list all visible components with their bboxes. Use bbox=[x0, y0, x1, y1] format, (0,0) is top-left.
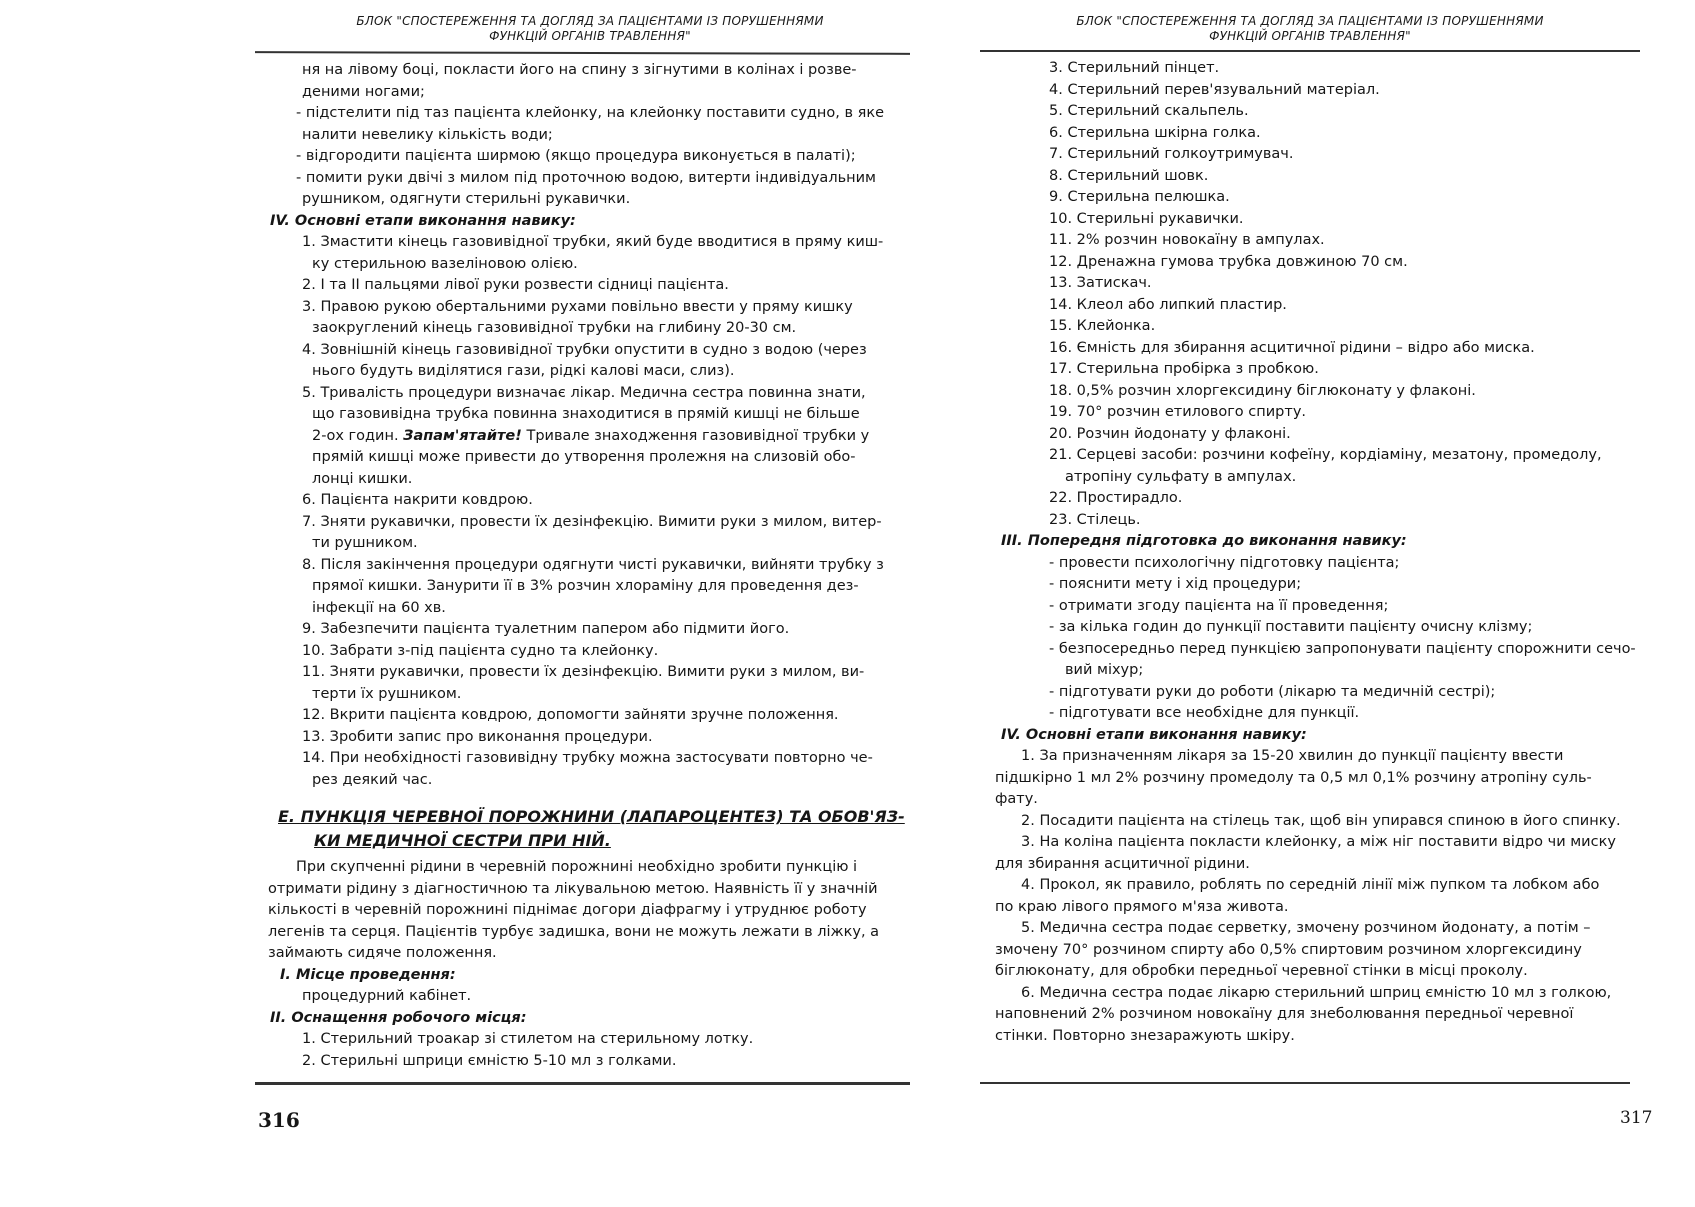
text-line: деними ногами; bbox=[302, 83, 425, 100]
paragraph-line: для збирання асцитичної рідини. bbox=[995, 855, 1250, 872]
paragraph-line: змочену 70° розчином спирту або 0,5% спиртовим розчином хлоргексидину bbox=[995, 941, 1582, 958]
text-line: вий міхур; bbox=[1065, 662, 1144, 678]
list-item: 17. Стерильна пробірка з пробкою. bbox=[1049, 361, 1319, 377]
text-line: ня на лівому боці, покласти його на спину з зігнутими в колінах і розве- bbox=[302, 62, 857, 78]
list-item: 12. Вкрити пацієнта ковдрою, допомогти зайняти зручне положення. bbox=[302, 707, 839, 723]
text-line: прямої кишки. Занурити її в 3% розчин хлораміну для проведення дез- bbox=[312, 578, 859, 594]
list-item: - пояснити мету і хід процедури; bbox=[1049, 576, 1302, 592]
list-item: 1. Змастити кінець газовивідної трубки, який буде вводитися в пряму киш- bbox=[302, 234, 884, 250]
paragraph-line: кількості в черевній порожнині піднімає догори діафрагму і утруднює роботу bbox=[268, 902, 867, 918]
text-line: ку стерильною вазеліновою олією. bbox=[312, 255, 578, 272]
list-item: - помити руки двічі з милом під проточною водою, витерти індивідуальним bbox=[296, 169, 876, 186]
paragraph-line: 2. Посадити пацієнта на стілець так, щоб він упирався спиною в його спинку. bbox=[1021, 812, 1621, 829]
list-item: - за кілька годин до пункції поставити пацієнту очисну клізму; bbox=[1049, 619, 1533, 635]
list-item: 8. Стерильний шовк. bbox=[1049, 167, 1209, 184]
list-item: 23. Стілець. bbox=[1049, 511, 1141, 528]
list-item: 7. Зняти рукавички, провести їх дезінфекцію. Вимити руки з милом, витер- bbox=[302, 513, 882, 530]
list-item: 8. Після закінчення процедури одягнути чисті рукавички, вийняти трубку з bbox=[302, 556, 884, 573]
running-header-line-2: ФУНКЦІЙ ОРГАНІВ ТРАВЛЕННЯ" bbox=[489, 29, 691, 43]
list-item: 3. Правою рукою обертальними рухами повільно ввести у пряму кишку bbox=[302, 298, 853, 315]
section-heading: IV. Основні етапи виконання навику: bbox=[1001, 726, 1307, 743]
paragraph-line: наповнений 2% розчином новокаїну для знеболювання передньої черевної bbox=[995, 1006, 1574, 1022]
text-line: 2-ох годин. Запам'ятайте! Тривале знаходження газовивідної трубки у bbox=[312, 427, 870, 444]
list-item: 19. 70° розчин етилового спирту. bbox=[1049, 404, 1307, 420]
paragraph-line: займають сидяче положення. bbox=[268, 945, 497, 961]
footer-rule bbox=[980, 1082, 1630, 1084]
list-item: 22. Простирадло. bbox=[1049, 490, 1183, 506]
list-item: 10. Стерильні рукавички. bbox=[1049, 210, 1244, 227]
running-header-line-1: БЛОК "СПОСТЕРЕЖЕННЯ ТА ДОГЛЯД ЗА ПАЦІЄНТАМИ ІЗ ПОРУШЕННЯМИ bbox=[356, 14, 824, 28]
list-item: 5. Тривалість процедури визначає лікар. Медична сестра повинна знати, bbox=[302, 384, 866, 401]
list-item: - отримати згоду пацієнта на її проведення; bbox=[1049, 597, 1389, 614]
list-item: 13. Зробити запис про виконання процедури. bbox=[302, 728, 653, 745]
right-page-body bbox=[995, 58, 1635, 1047]
list-item: - підготувати руки до роботи (лікарю та медичній сестрі); bbox=[1049, 683, 1496, 700]
list-item: 7. Стерильний голкоутримувач. bbox=[1049, 146, 1294, 162]
text-line: ти рушником. bbox=[312, 535, 418, 551]
text-line: прямій кишці може привести до утворення пролежня на слизовій обо- bbox=[312, 449, 856, 465]
paragraph-line: по краю лівого прямого м'яза живота. bbox=[995, 898, 1289, 915]
paragraph-line: 3. На коліна пацієнта покласти клейонку, а між ніг поставити відро чи миску bbox=[1021, 834, 1616, 850]
paragraph-line: При скупченні рідини в черевній порожнині необхідно зробити пункцію і bbox=[296, 859, 858, 875]
paragraph-line: стінки. Повторно знезаражують шкіру. bbox=[995, 1027, 1295, 1044]
list-item: 11. Зняти рукавички, провести їх дезінфекцію. Вимити руки з милом, ви- bbox=[302, 664, 865, 680]
text-line: рушником, одягнути стерильні рукавички. bbox=[302, 191, 631, 207]
list-item: 16. Ємність для збирання асцитичної рідини – відро або миска. bbox=[1049, 339, 1535, 356]
paragraph-line: 6. Медична сестра подає лікарю стерильний шприц ємністю 10 мл з голкою, bbox=[1021, 984, 1612, 1001]
text-line: атропіну сульфату в ампулах. bbox=[1065, 468, 1297, 485]
text-line: рез деякий час. bbox=[312, 771, 433, 788]
list-item: 9. Стерильна пелюшка. bbox=[1049, 189, 1230, 205]
header-rule bbox=[255, 51, 910, 55]
running-header bbox=[335, 14, 845, 44]
text-line: що газовивідна трубка повинна знаходитися в прямій кишці не більше bbox=[312, 406, 860, 422]
left-page-body bbox=[268, 60, 908, 1072]
text-line: нього будуть виділятися гази, рідкі калові маси, слиз). bbox=[312, 363, 735, 379]
paragraph-line: біглюконату, для обробки передньої черевної стінки в місці проколу. bbox=[995, 963, 1528, 979]
paragraph-line: 4. Прокол, як правило, роблять по середній лінії між пупком та лобком або bbox=[1021, 877, 1600, 893]
list-item: 3. Стерильний пінцет. bbox=[1049, 60, 1220, 76]
page-number: 316 bbox=[258, 1108, 300, 1132]
text-line: процедурний кабінет. bbox=[302, 988, 472, 1004]
list-item: 6. Стерильна шкірна голка. bbox=[1049, 124, 1261, 141]
list-item: - провести психологічну підготовку пацієнта; bbox=[1049, 554, 1400, 571]
list-item: 21. Серцеві засоби: розчини кофеїну, кордіаміну, мезатону, промедолу, bbox=[1049, 447, 1602, 463]
running-header-line-1: БЛОК "СПОСТЕРЕЖЕННЯ ТА ДОГЛЯД ЗА ПАЦІЄНТАМИ ІЗ ПОРУШЕННЯМИ bbox=[1076, 14, 1544, 28]
chapter-heading: Е. ПУНКЦІЯ ЧЕРЕВНОЇ ПОРОЖНИНИ (ЛАПАРОЦЕНТЕЗ) ТА ОБОВ'ЯЗ- bbox=[278, 807, 905, 826]
list-item: 2. Стерильні шприци ємністю 5-10 мл з голками. bbox=[302, 1052, 677, 1069]
text-line: терти їх рушником. bbox=[312, 685, 462, 702]
running-header-line-2: ФУНКЦІЙ ОРГАНІВ ТРАВЛЕННЯ" bbox=[1209, 29, 1411, 43]
text-line: лонці кишки. bbox=[312, 470, 413, 487]
list-item: 5. Стерильний скальпель. bbox=[1049, 103, 1249, 119]
chapter-heading: КИ МЕДИЧНОЇ СЕСТРИ ПРИ НІЙ. bbox=[314, 831, 611, 850]
list-item: 15. Клейонка. bbox=[1049, 318, 1156, 334]
text-line: налити невелику кількість води; bbox=[302, 126, 553, 143]
list-item: - безпосередньо перед пункцією запропонувати пацієнту спорожнити сечо- bbox=[1049, 640, 1636, 657]
section-heading: І. Місце проведення: bbox=[280, 966, 456, 983]
page-number: 317 bbox=[1620, 1108, 1653, 1128]
paragraph-line: 1. За призначенням лікаря за 15-20 хвилин до пункції пацієнту ввести bbox=[1021, 748, 1564, 764]
paragraph-line: підшкірно 1 мл 2% розчину промедолу та 0,5 мл 0,1% розчину атропіну суль- bbox=[995, 769, 1592, 786]
list-item: 11. 2% розчин новокаїну в ампулах. bbox=[1049, 232, 1325, 248]
text-line: заокруглений кінець газовивідної трубки на глибину 20-30 см. bbox=[312, 320, 797, 336]
list-item: 18. 0,5% розчин хлоргексидину біглюконату у флаконі. bbox=[1049, 382, 1476, 399]
right-page bbox=[980, 0, 1660, 1207]
list-item: - відгородити пацієнта ширмою (якщо процедура виконується в палаті); bbox=[296, 148, 856, 164]
list-item: 13. Затискач. bbox=[1049, 275, 1152, 291]
paragraph-line: 5. Медична сестра подає серветку, змочену розчином йодонату, а потім – bbox=[1021, 920, 1591, 936]
list-item: 2. І та ІІ пальцями лівої руки розвести сідниці пацієнта. bbox=[302, 277, 729, 293]
paragraph-line: отримати рідину з діагностичною та лікувальною метою. Наявність її у значній bbox=[268, 880, 878, 897]
list-item: 12. Дренажна гумова трубка довжиною 70 см. bbox=[1049, 253, 1408, 270]
list-item: 20. Розчин йодонату у флаконі. bbox=[1049, 425, 1291, 442]
list-item: 1. Стерильний троакар зі стилетом на стерильному лотку. bbox=[302, 1031, 754, 1047]
list-item: - підстелити під таз пацієнта клейонку, на клейонку поставити судно, в яке bbox=[296, 105, 885, 121]
section-heading: IV. Основні етапи виконання навику: bbox=[270, 212, 576, 229]
footer-rule bbox=[255, 1082, 910, 1085]
list-item: 14. При необхідності газовивідну трубку можна застосувати повторно че- bbox=[302, 750, 873, 766]
list-item: 14. Клеол або липкий пластир. bbox=[1049, 296, 1287, 313]
paragraph-line: легенів та серця. Пацієнтів турбує задишка, вони не можуть лежати в ліжку, а bbox=[268, 923, 880, 940]
section-heading: ІІІ. Попередня підготовка до виконання навику: bbox=[1001, 533, 1407, 549]
header-rule bbox=[980, 50, 1640, 52]
text-line: інфекції на 60 хв. bbox=[312, 599, 446, 616]
running-header bbox=[1030, 14, 1590, 44]
list-item: - підготувати все необхідне для пункції. bbox=[1049, 705, 1360, 721]
list-item: 10. Забрати з-під пацієнта судно та клейонку. bbox=[302, 642, 659, 659]
emphasis-text: Запам'ятайте! bbox=[403, 427, 522, 444]
section-heading: ІІ. Оснащення робочого місця: bbox=[270, 1009, 527, 1026]
list-item: 4. Стерильний перев'язувальний матеріал. bbox=[1049, 81, 1380, 98]
list-item: 4. Зовнішній кінець газовивідної трубки опустити в судно з водою (через bbox=[302, 341, 867, 358]
paragraph-line: фату. bbox=[995, 791, 1038, 807]
list-item: 6. Пацієнта накрити ковдрою. bbox=[302, 492, 533, 508]
list-item: 9. Забезпечити пацієнта туалетним папером або підмити його. bbox=[302, 621, 790, 637]
